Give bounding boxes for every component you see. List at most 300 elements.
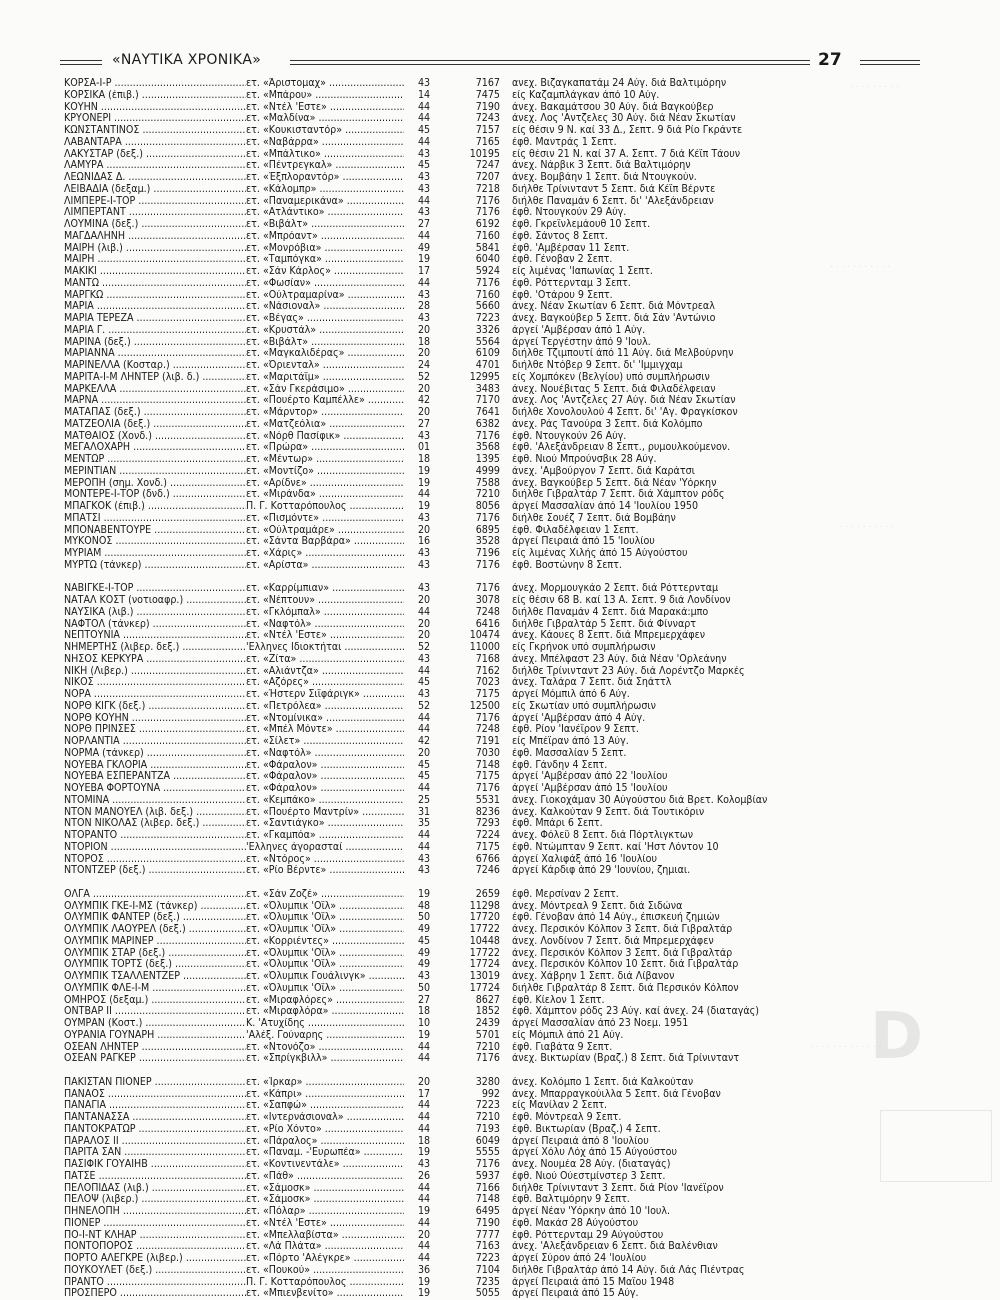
ship-name: ΜΑΡΝΑ ..... (64, 395, 246, 407)
shipowner: Κ. 'Ατυχίδης ..... (246, 1018, 404, 1030)
flag-code: 19 (417, 465, 431, 477)
tonnage: 17722 (469, 947, 500, 959)
status-note: άνεχ. Βαγκούβερ 5 Σεπτ. διά Νέαν 'Υόρκην (512, 477, 717, 489)
status-note: έφθ. Νιού Μπρούνσβικ 28 Αύγ. (512, 454, 657, 465)
status-note: άνεχ. Βαγκούβερ 5 Σεπτ. διά Σάν 'Αντώνιο (512, 313, 716, 324)
status-note: άργεί Χαλιφάξ άπό 16 'Ιουλίου (512, 853, 657, 865)
table-row (64, 1006, 944, 1018)
table-row (64, 478, 944, 490)
flag-code: 43 (417, 1159, 431, 1170)
table-row (64, 1218, 944, 1230)
table-row (64, 489, 944, 501)
ship-name: ΟΛΥΜΠΙΚ ΤΟΡΤΣ (δεξ.) ..... (64, 959, 246, 971)
tonnage: 6109 (475, 348, 500, 360)
status-note: είς Καζαμπλάγκαν άπό 10 Αύγ. (512, 89, 660, 101)
flag-code: 20 (417, 1076, 431, 1088)
ship-name: ΜΑΡΙΤΑ-Ι-Μ ΛΗΝΤΕΡ (λιβ. δ.) ..... (64, 372, 246, 384)
ship-name: ΝΟΡΘ ΠΡΙΝΣΕΣ ..... (64, 724, 246, 736)
status-note: έφθ. Μόντρεαλ 9 Σεπτ. (512, 1112, 622, 1123)
tonnage: 6040 (475, 254, 500, 266)
table-row (64, 595, 944, 607)
table-row (64, 760, 944, 772)
flag-code: 44 (417, 1241, 431, 1253)
ship-name: ΝΑΤΑΛ ΚΟΣΤ (νοτιοαφρ.) ..... (64, 595, 246, 607)
status-note: άργεί 'Αμβέρσαν άπό 22 'Ιουλίου (512, 771, 668, 783)
shipowner: ετ. «Κρυστάλ» ..... (246, 325, 404, 337)
table-row (64, 548, 944, 560)
status-note: είς Μόμπιλ άπό 21 Αύγ. (512, 1029, 624, 1041)
shipowner: ετ. «Φάραλον» ..... (246, 760, 404, 772)
table-row (64, 901, 944, 913)
table-row (64, 560, 944, 572)
flag-code: 36 (417, 1264, 431, 1276)
flag-code: 44 (417, 101, 431, 113)
ship-name: ΝΤΟΡΑΝΤΟ ..... (64, 830, 246, 842)
status-note: έφθ. Ρόττερνταμ 29 Αύγούστου (512, 1229, 664, 1241)
tonnage: 5531 (475, 794, 500, 806)
shipowner: ετ. «Κάπρι» ..... (246, 1089, 404, 1101)
tonnage: 7190 (475, 1217, 500, 1229)
tonnage: 7160 (475, 230, 500, 242)
header-rule-middle (290, 60, 810, 65)
status-note: είς θέσιν 21 Ν. καί 37 Α. Σεπτ. 7 διά Κέϊπ Τάουν (512, 148, 741, 160)
table-row (64, 1171, 944, 1183)
status-note: άνεχ. Νουμέα 28 Αύγ. (διαταγάς) (512, 1159, 671, 1170)
status-note: άργεί Πειραιά άπό 8 'Ιουλίου (512, 1135, 649, 1147)
ship-name: ΝΟΡΑ ..... (64, 689, 246, 701)
status-note: είς Χομπόκεν (Βελγίου) υπό συμπλήρωσιν (512, 371, 710, 383)
status-note: άργεί Πειραιά άπό 15 'Ιουλίου (512, 536, 655, 548)
shipowner: ετ. «Φωσίαν» ..... (246, 278, 404, 290)
flag-code: 43 (417, 430, 431, 442)
tonnage: 5924 (475, 266, 500, 277)
flag-code: 20 (417, 630, 431, 642)
tonnage: 7190 (475, 101, 500, 113)
flag-code: 49 (417, 242, 431, 254)
tonnage: 7175 (475, 841, 500, 853)
ship-name: ΝΑΦΤΟΛ (τάνκερ) ..... (64, 619, 246, 631)
tonnage: 2439 (475, 1018, 500, 1029)
status-note: άνεχ. Βομβάην 1 Σεπτ. διά Ντουγκούν. (512, 172, 697, 183)
shipowner: 'Αλέξ. Γούναρης ..... (246, 1030, 404, 1042)
ship-name: ΜΕΝΤΩΡ ..... (64, 454, 246, 466)
shipowner: ετ. «Αλιάντζα» ..... (246, 666, 404, 678)
ship-name: ΠΙΟΝΕΡ ..... (64, 1218, 246, 1230)
tonnage: 7223 (475, 313, 500, 324)
ship-name: ΜΑΡΙΑ Γ. ..... (64, 325, 246, 337)
flag-code: 20 (417, 524, 431, 536)
ship-name: ΠΑΡΑΛΟΣ ΙΙ ..... (64, 1136, 246, 1148)
table-row (64, 583, 944, 595)
flag-code: 44 (417, 1123, 431, 1135)
table-row (64, 149, 944, 161)
shipowner: ετ. «Μπιενβενίτο» ..... (246, 1288, 404, 1300)
ship-name: ΜΑΓΔΑΛΗΝΗ ..... (64, 231, 246, 243)
shipowner: ετ. «Μάρντορ» ..... (246, 407, 404, 419)
status-note: έφθ. Κίελον 1 Σεπτ. (512, 994, 605, 1006)
ship-name: ΟΝΤΒΑΡ ΙΙ ..... (64, 1006, 246, 1018)
tonnage: 7218 (475, 183, 500, 195)
ship-name: ΜΠΟΝΑΒΕΝΤΟΥΡΕ ..... (64, 525, 246, 537)
flag-code: 20 (417, 324, 431, 336)
status-note: άργεί Σύρον άπό 24 'Ιουλίου (512, 1253, 647, 1264)
tonnage: 7023 (475, 677, 500, 689)
table-row (64, 513, 944, 525)
status-note: άνεχ. Περσικόν Κόλπον 10 Σεπτ. διά Γιβραλτάρ (512, 959, 739, 971)
table-row (64, 854, 944, 866)
status-note: άνεχ. 'Αλεξάνδρειαν 6 Σεπτ. διά Βαλένθιαν (512, 1241, 718, 1253)
table-row (64, 1089, 944, 1101)
ship-name: ΜΕΡΙΝΤΙΑΝ ..... (64, 466, 246, 478)
ship-name: ΟΛΓΑ ..... (64, 889, 246, 901)
tonnage: 7176 (475, 430, 500, 442)
table-row (64, 137, 944, 149)
table-row (64, 983, 944, 995)
table-row (64, 372, 944, 384)
table-row (64, 196, 944, 208)
ship-name: ΠΑΡΙΤΑ ΣΑΝ ..... (64, 1147, 246, 1159)
shipowner: ετ. «Μονρόβια» ..... (246, 243, 404, 255)
flag-code: 19 (417, 1029, 431, 1041)
tonnage: 7104 (475, 1264, 500, 1276)
tonnage: 7191 (475, 736, 500, 747)
flag-code: 35 (417, 818, 431, 830)
ship-name: ΠΑΣΙΦΙΚ ΓΟΥΑΙΗΒ ..... (64, 1159, 246, 1171)
journal-title: «ΝΑΥΤΙΚΑ ΧΡΟΝΙΚΑ» (112, 52, 262, 68)
table-row (64, 266, 944, 278)
flag-code: 44 (417, 665, 431, 677)
ship-name: ΜΑΙΡΗ ..... (64, 254, 246, 266)
shipowner: ετ. «Κεμπάκο» ..... (246, 795, 404, 807)
ship-name: ΝΤΟΜΙΝΑ ..... (64, 795, 246, 807)
shipowner: ετ. «Όλυμπικ 'Οϊλ» ..... (246, 901, 404, 913)
ship-name: ΠΑΝΤΟΚΡΑΤΩΡ ..... (64, 1124, 246, 1136)
table-row (64, 1241, 944, 1253)
tonnage: 3528 (475, 536, 500, 548)
flag-code: 43 (417, 653, 431, 665)
shipowner: ετ. «Σπρίγκβιλλ» ..... (246, 1053, 404, 1065)
shipowner: ετ. «Ιντερνάσιοναλ» ..... (246, 1112, 404, 1124)
shipowner: ετ. «Πάραλος» ..... (246, 1136, 404, 1148)
shipowner: ετ. «Μιραφλόρα» ..... (246, 1006, 404, 1018)
tonnage: 7223 (475, 1100, 500, 1112)
flag-code: 44 (417, 606, 431, 618)
shipowner: ετ. «Σαντιάγκο» ..... (246, 818, 404, 830)
shipowner: ετ. «Ήστερν Σιϊφάριγκ» ..... (246, 689, 404, 701)
shipowner: ετ. «Σίλετ» ..... (246, 736, 404, 748)
table-row (64, 1194, 944, 1206)
table-row (64, 90, 944, 102)
shipowner: ετ. «Ντομίνικα» ..... (246, 713, 404, 725)
flag-code: 42 (417, 395, 431, 407)
flag-code: 19 (417, 1288, 431, 1300)
tonnage: 6895 (475, 524, 500, 536)
flag-code: 18 (417, 1135, 431, 1147)
tonnage: 17720 (469, 912, 500, 924)
flag-code: 31 (417, 806, 431, 818)
shipowner: ετ. «Πουκού» ..... (246, 1265, 404, 1277)
ship-name: ΚΟΡΣΙΚΑ (έπιβ.) ..... (64, 90, 246, 102)
flag-code: 20 (417, 407, 431, 418)
status-note: έφθ. Βοστώνην 8 Σεπτ. (512, 559, 622, 571)
table-row (64, 501, 944, 513)
shipowner: ετ. «Ατλάντικο» ..... (246, 207, 404, 219)
flag-code: 18 (417, 454, 431, 465)
table-row (64, 795, 944, 807)
table-row (64, 830, 944, 842)
table-row (64, 1183, 944, 1195)
flag-code: 44 (417, 724, 431, 736)
tonnage: 7210 (475, 1112, 500, 1123)
flag-code: 45 (417, 759, 431, 771)
flag-code: 44 (417, 136, 431, 148)
flag-code: 49 (417, 924, 431, 935)
table-row (64, 113, 944, 125)
status-note: είς Μπέϊραν άπό 13 Αύγ. (512, 736, 629, 747)
shipowner: ετ. «Αζόρες» ..... (246, 677, 404, 689)
tonnage: 3280 (475, 1076, 500, 1088)
table-row (64, 1100, 944, 1112)
shipowner: ετ. «Μαγκαλιδέρας» ..... (246, 348, 404, 360)
tonnage: 7175 (475, 689, 500, 700)
flag-code: 18 (417, 1006, 431, 1018)
shipowner: ετ. «Κοντινεντάλε» ..... (246, 1159, 404, 1171)
ship-name: ΜΑΤΑΠΑΣ (δεξ.) ..... (64, 407, 246, 419)
flag-code: 52 (417, 642, 431, 653)
status-note: έφθ. Σάντος 8 Σεπτ. (512, 230, 608, 242)
table-row (64, 1230, 944, 1242)
bleed-through-artifact: . . . . . . . . . . . . . . . . . . . . . . . . . . . . . . D . . . . . . . . . . . . . (810, 80, 924, 1074)
flag-code: 44 (417, 230, 431, 242)
flag-code: 48 (417, 900, 431, 912)
status-note: άνεχ. 'Αμβούργον 7 Σεπτ. διά Καράτσι (512, 465, 695, 477)
ship-name: ΠΑΝΑΟΣ ..... (64, 1089, 246, 1101)
tonnage: 3483 (475, 383, 500, 395)
flag-code: 44 (417, 830, 431, 841)
tonnage: 12995 (469, 371, 500, 383)
tonnage: 3326 (475, 324, 500, 336)
status-note: διήλθε Παναμάν 6 Σεπτ. δι' 'Αλεξάνδρειαν (512, 195, 714, 207)
table-row (64, 160, 944, 172)
flag-code: 52 (417, 700, 431, 712)
flag-code: 52 (417, 371, 431, 383)
flag-code: 44 (417, 712, 431, 724)
shipowner: ετ. «Ούλτραμαρίνα» ..... (246, 290, 404, 302)
tonnage: 7175 (475, 771, 500, 783)
tonnage: 8236 (475, 806, 500, 818)
shipowner: ετ. «Κορριέντες» ..... (246, 936, 404, 948)
tonnage: 6495 (475, 1206, 500, 1217)
status-note: διήλθε Γιβραλτάρ 7 Σεπτ. διά Χάμπτον ρόδς (512, 489, 725, 501)
status-note: άνεχ. Νέαν Σκωτίαν 6 Σεπτ. διά Μόντρεαλ (512, 301, 715, 313)
table-row (64, 219, 944, 231)
ship-name: ΟΣΕΑΝ ΡΑΓΚΕΡ ..... (64, 1053, 246, 1065)
ship-name: ΠΟ-Ι-ΝΤ ΚΛΗΑΡ ..... (64, 1230, 246, 1242)
status-note: έφθ. Νιού Ούεστμίνστερ 3 Σεπτ. (512, 1170, 666, 1182)
shipowner: ετ. «Μπάλτικο» ..... (246, 149, 404, 161)
shipowner: ετ. «Ματζεόλια» ..... (246, 419, 404, 431)
tonnage: 7247 (475, 160, 500, 172)
shipowner: ετ. «Σάμοσκ» ..... (246, 1194, 404, 1206)
status-note: έφθ. Γκρεϊνλεμάουθ 10 Σεπτ. (512, 219, 651, 230)
table-row (64, 419, 944, 431)
status-note: έφθ. Ντουγκούν 26 Αύγ. (512, 430, 627, 442)
shipowner: Π. Γ. Κοτταρόπουλος ..... (246, 501, 404, 513)
shipowner: ετ. «Σάν Κάρλος» ..... (246, 266, 404, 278)
table-row (64, 454, 944, 466)
table-row (64, 1124, 944, 1136)
tonnage: 7167 (475, 78, 500, 89)
flag-code: 44 (417, 277, 431, 289)
flag-code: 43 (417, 559, 431, 571)
status-note: άνεχ. Μπαρραγκούιλλα 5 Σεπτ. διά Γένοβαν (512, 1088, 721, 1100)
flag-code: 17 (417, 266, 431, 277)
tonnage: 7148 (475, 759, 500, 771)
group-spacer (64, 1065, 944, 1077)
ship-name: ΟΥΜΡΑΝ (Κοστ.) ..... (64, 1018, 246, 1030)
table-row (64, 1030, 944, 1042)
ship-name: ΠΕΛΟΨ (λιβερ.) ..... (64, 1194, 246, 1206)
table-row (64, 865, 944, 877)
table-row (64, 959, 944, 971)
ship-name: ΜΑΡΙΑ ..... (64, 301, 246, 313)
table-row (64, 102, 944, 114)
shipowner: ετ. «Σάμοσκ» ..... (246, 1183, 404, 1195)
table-row (64, 525, 944, 537)
flag-code: 20 (417, 618, 431, 630)
table-row (64, 254, 944, 266)
status-note: άνεχ. Περσικόν Κόλπον 3 Σεπτ. διά Γιβραλτάρ (512, 947, 733, 959)
shipowner: ετ. «Πετρόλεα» ..... (246, 701, 404, 713)
tonnage: 7162 (475, 665, 500, 677)
shipowner: ετ. «Ναφτόλ» ..... (246, 619, 404, 631)
tonnage: 5055 (475, 1288, 500, 1300)
shipowner: ετ. «Φάραλον» ..... (246, 783, 404, 795)
ship-name: ΝΑΒΙΓΚΕ-Ι-ΤΟΡ ..... (64, 583, 246, 595)
status-note: άνεχ. Νουέβιτας 5 Σεπτ. διά Φιλαδέλφειαν (512, 383, 716, 395)
ship-name: ΝΟΡΘ ΚΙΓΚ (δεξ.) ..... (64, 701, 246, 713)
table-row (64, 889, 944, 901)
table-row (64, 936, 944, 948)
shipowner: ετ. «Όλυμπικ 'Οϊλ» ..... (246, 948, 404, 960)
ship-name: ΝΗΜΕΡΤΗΣ (λιβερ. δεξ.) ..... (64, 642, 246, 654)
tonnage: 7163 (475, 1241, 500, 1253)
flag-code: 19 (417, 1276, 431, 1288)
ship-name: ΠΑΤΣΕ ..... (64, 1171, 246, 1183)
table-row (64, 466, 944, 478)
shipowner: ετ. «Ντέλ 'Εστε» ..... (246, 102, 404, 114)
status-note: άνεχ. Μπέλφαστ 23 Αύγ. διά Νέαν 'Ορλεάνην (512, 653, 727, 665)
shipowner: ετ. «Νέπτουν» ..... (246, 595, 404, 607)
tonnage: 7176 (475, 277, 500, 289)
ship-name: ΜΑΡΙΝΕΛΛΑ (Κοσταρ.) ..... (64, 360, 246, 372)
flag-code: 43 (417, 78, 431, 89)
shipowner: ετ. «Νόρθ Πασίφικ» ..... (246, 431, 404, 443)
shipowner: ετ. «Όλυμπικ 'Οϊλ» ..... (246, 959, 404, 971)
tonnage: 5564 (475, 336, 500, 348)
shipowner: ετ. «Παναμ. -'Ευρωπέα» ..... (246, 1147, 404, 1159)
flag-code: 50 (417, 912, 431, 924)
shipowner: ετ. «Μαριτάϊμ» ..... (246, 372, 404, 384)
ship-name: ΜΕΡΟΠΗ (σημ. Χονδ.) ..... (64, 478, 246, 490)
shipowner: ετ. «Ναβάρρα» ..... (246, 137, 404, 149)
tonnage: 7148 (475, 1194, 500, 1206)
tonnage: 7176 (475, 512, 500, 524)
status-note: είς θέσιν 68 Β. καί 13 Α. Σεπτ. 9 διά Λονδίνον (512, 595, 731, 606)
status-note: έφθ. Ντουγκούν 29 Αύγ. (512, 207, 627, 219)
status-note: διήλθε Γιβραλτάρ άπό 14 Αύγ. διά Λάς Πιέντρας (512, 1264, 745, 1276)
tonnage: 7293 (475, 818, 500, 830)
status-note: έφθ. Ρόττερνταμ 3 Σεπτ. (512, 277, 631, 289)
ship-name: ΟΛΥΜΠΙΚ ΛΑΟΥΡΕΛ (δεξ.) ..... (64, 924, 246, 936)
status-note: άνεχ. Λονδίνον 7 Σεπτ. διά Μπρεμερχάφεν (512, 935, 714, 947)
tonnage: 7246 (475, 865, 500, 877)
table-row (64, 395, 944, 407)
tonnage: 1395 (475, 454, 500, 465)
flag-code: 44 (417, 1182, 431, 1194)
status-note: διήλθε Γιβραλτάρ 5 Σεπτ. διά Φίνναρτ (512, 618, 697, 630)
table-row (64, 337, 944, 349)
ship-name: ΝΑΥΣΙΚΑ (λιβ.) ..... (64, 607, 246, 619)
tonnage: 7641 (475, 407, 500, 418)
page-number: 27 (818, 50, 842, 70)
status-note: διήλθε Παναμάν 4 Σεπτ. διά Μαρακά:μπο (512, 606, 709, 618)
table-row (64, 325, 944, 337)
status-note: διήλθε Τρίνινταντ 23 Αύγ. διά Λορέντζο Μαρκές (512, 665, 745, 677)
flag-code: 44 (417, 113, 431, 125)
shipowner: ετ. «Γκαμπόα» ..... (246, 830, 404, 842)
status-note: είς θέσιν 9 Ν. καί 33 Δ., Σεπτ. 9 διά Ρίο Γκράντε (512, 125, 743, 136)
flag-code: 24 (417, 360, 431, 371)
status-note: άνεχ. Ράς Τανούρα 3 Σεπτ. διά Κολόμπο (512, 418, 703, 430)
table-row (64, 724, 944, 736)
table-row (64, 313, 944, 325)
ship-name: ΝΗΣΟΣ ΚΕΡΚΥΡΑ ..... (64, 654, 246, 666)
status-note: έφθ. Ρίον 'Ιανέϊρον 9 Σεπτ. (512, 724, 639, 736)
tonnage: 10474 (469, 630, 500, 642)
flag-code: 44 (417, 1253, 431, 1264)
table-row (64, 924, 944, 936)
flag-code: 01 (417, 442, 431, 454)
tonnage: 7243 (475, 113, 500, 125)
ship-name: ΛΟΥΜΙΝΑ (δεξ.) ..... (64, 219, 246, 231)
tonnage: 7475 (475, 89, 500, 101)
ship-name: ΜΑΡΙΑΝΝΑ ..... (64, 348, 246, 360)
ship-name: ΜΥΡΙΑΜ ..... (64, 548, 246, 560)
ship-name: ΜΑΡΚΕΛΛΑ ..... (64, 384, 246, 396)
tonnage: 17724 (469, 982, 500, 994)
ship-register-table (64, 78, 944, 1300)
table-row (64, 701, 944, 713)
ship-name: ΝΙΚΟΣ ..... (64, 677, 246, 689)
ship-name: ΜΑΤΖΕΟΛΙΑ (δεξ.) ..... (64, 419, 246, 431)
table-row (64, 1042, 944, 1054)
flag-code: 43 (417, 583, 431, 595)
flag-code: 45 (417, 160, 431, 172)
flag-code: 45 (417, 771, 431, 783)
tonnage: 7166 (475, 1182, 500, 1194)
table-row (64, 818, 944, 830)
shipowner: ετ. «Βέγας» ..... (246, 313, 404, 325)
shipowner: ετ. «Μπελλαβίστα» ..... (246, 1230, 404, 1242)
table-row (64, 1147, 944, 1159)
ship-name: ΝΟΥΕΒΑ ΕΣΠΕΡΑΝΤΖΑ ..... (64, 771, 246, 783)
group-spacer (64, 877, 944, 889)
shipowner: 'Ελληνες Ιδιοκτήται ..... (246, 642, 404, 654)
table-row (64, 971, 944, 983)
ship-name: ΛΕΩΝΙΔΑΣ Δ. ..... (64, 172, 246, 184)
ship-name: ΜΥΡΤΩ (τάνκερ) ..... (64, 560, 246, 572)
